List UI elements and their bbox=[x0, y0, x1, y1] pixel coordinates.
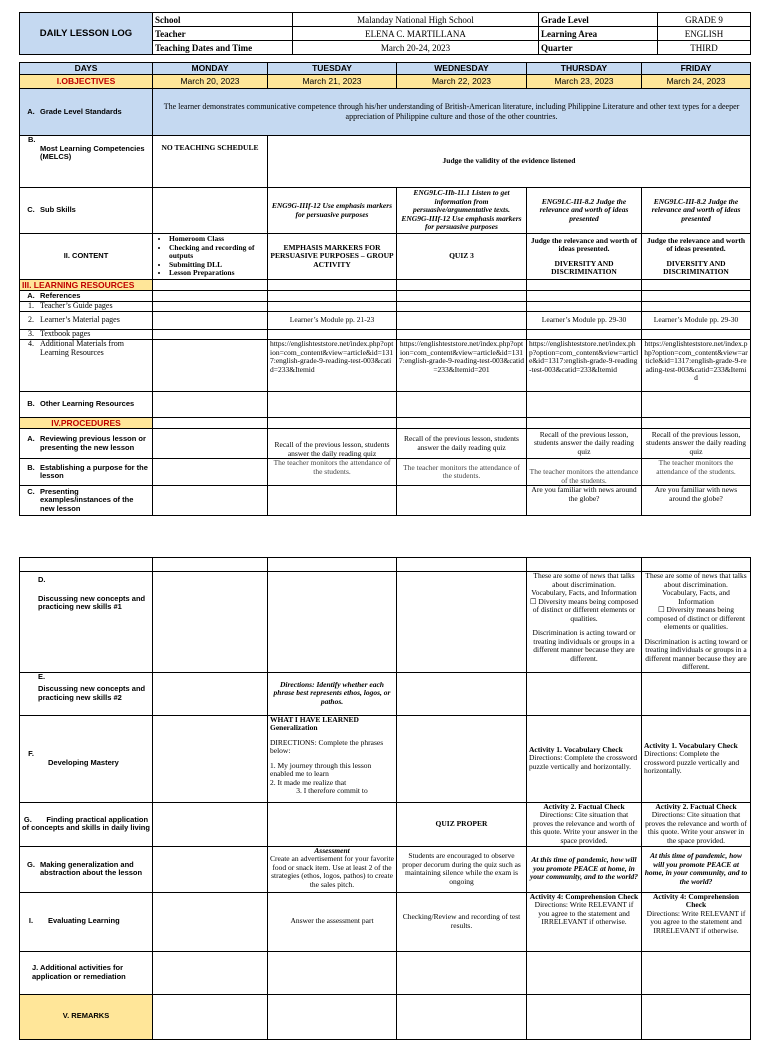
procedure-j-label: J. Additional activities for application or remediation bbox=[20, 951, 153, 994]
procedure-g2-wednesday: Students are encouraged to observe proper decorum during the quiz such as maintaining silence while the exam is ongoing bbox=[397, 846, 527, 892]
procedure-f-thursday: Activity 1. Vocabulary Check Directions: Complete the crossword puzzle vertically and horizontally. bbox=[527, 715, 642, 802]
date-wednesday: March 22, 2023 bbox=[397, 75, 527, 89]
days-label: DAYS bbox=[20, 63, 153, 75]
procedure-g2-tuesday: Assessment Create an advertisement for your favorite food or snack item. Use at least 2 of the strategies (ethos, logos, pathos) to create the sales pitch. bbox=[268, 846, 397, 892]
area-value: ENGLISH bbox=[658, 27, 751, 41]
day-tuesday: TUESDAY bbox=[268, 63, 397, 75]
remarks-label: V. REMARKS bbox=[20, 994, 153, 1039]
procedure-d-label: D. Discussing new concepts and practicing new skills #1 bbox=[20, 572, 153, 673]
header-table bbox=[19, 12, 751, 55]
procedure-f-friday: Activity 1. Vocabulary Check Directions: Complete the crossword puzzle vertically and horizontally. bbox=[642, 715, 751, 802]
procedure-c-thursday: Are you familiar with news around the globe? bbox=[527, 486, 642, 516]
additional-materials-tuesday: https://englishteststore.net/index.php?option=com_content&view=article&id=1317:english-grade-9-reading-test-003&catid=233&Itemid bbox=[268, 340, 397, 392]
grade-level-standards-label: A. Grade Level Standards bbox=[20, 89, 153, 136]
content-monday-item: • Lesson Preparations bbox=[169, 269, 265, 278]
day-monday: MONDAY bbox=[153, 63, 268, 75]
procedure-a-tuesday: Recall of the previous lesson, students answer the daily reading quiz bbox=[268, 429, 397, 459]
procedure-a-label: A. Reviewing previous lesson or presenting the new lesson bbox=[20, 429, 153, 459]
textbook-pages-label: 3. Textbook pages bbox=[20, 330, 153, 340]
quarter-value: THIRD bbox=[658, 41, 751, 55]
content-tuesday: EMPHASIS MARKERS FOR PERSUASIVE PURPOSES – GROUP ACTIVITY bbox=[268, 234, 397, 280]
procedure-c-label: C. Presenting examples/instances of the new lesson bbox=[20, 486, 153, 516]
quarter-label: Quarter bbox=[539, 41, 658, 55]
procedure-b-friday: The teacher monitors the attendance of the students. bbox=[642, 459, 751, 486]
learners-material-thursday: Learner’s Module pp. 29-30 bbox=[527, 312, 642, 330]
procedure-i-thursday: Activity 4: Comprehension Check Directions: Write RELEVANT if you agree to the statement and IRRELEVANT if otherwise. bbox=[527, 892, 642, 951]
content-wednesday: QUIZ 3 bbox=[397, 234, 527, 280]
melcs-monday: NO TEACHING SCHEDULE bbox=[153, 136, 268, 188]
procedure-c-friday: Are you familiar with news around the globe? bbox=[642, 486, 751, 516]
procedure-e-label: E. Discussing new concepts and practicing new skills #2 bbox=[20, 672, 153, 715]
date-tuesday: March 21, 2023 bbox=[268, 75, 397, 89]
additional-materials-thursday: https://englishteststore.net/index.php?option=com_content&view=article&id=1317:english-grade-9-reading-test-003&catid=233&Itemid bbox=[527, 340, 642, 392]
procedure-d-friday: These are some of news that talks about discrimination. Vocabulary, Facts, and Information ☐ Diversity means being composed of distinct or different elements or qualities. Discrimination is acting toward or treating individuals or groups in a different manner because they are different. bbox=[642, 572, 751, 673]
teacher-value: ELENA C. MARTILLANA bbox=[293, 27, 539, 41]
procedure-g2-label: G. Making generalization and abstraction about the lesson bbox=[20, 846, 153, 892]
sub-skills-friday: ENG9LC-III-8.2 Judge the relevance and worth of ideas presented bbox=[642, 188, 751, 234]
procedure-d-thursday: These are some of news that talks about discrimination. Vocabulary, Facts, and Information ☐ Diversity means being composed of distinct or different elements or qualities. Discrimination is acting toward or treating individuals or groups in a different manner because they are different. bbox=[527, 572, 642, 673]
dates-label: Teaching Dates and Time bbox=[153, 41, 293, 55]
content-label: II. CONTENT bbox=[20, 234, 153, 280]
resources-heading: III. LEARNING RESOURCES bbox=[20, 280, 153, 291]
day-friday: FRIDAY bbox=[642, 63, 751, 75]
procedure-b-wednesday: The teacher monitors the attendance of the students. bbox=[397, 459, 527, 486]
additional-materials-friday: https://englishteststore.net/index.php?option=com_content&view=article&id=1317:english-grade-9-reading-test-003&catid=233&Itemid bbox=[642, 340, 751, 392]
other-resources-label: B. Other Learning Resources bbox=[20, 392, 153, 418]
procedure-b-tuesday: The teacher monitors the attendance of the students. bbox=[268, 459, 397, 486]
grade-value: GRADE 9 bbox=[658, 13, 751, 27]
lesson-table-page-1 bbox=[19, 62, 751, 516]
learners-material-label: 2. Learner’s Material pages bbox=[20, 312, 153, 330]
grade-level-standards-text: The learner demonstrates communicative competence through his/her understanding of British-American literature, including Philippine Literature and other text types for a deeper appreciation of Philippine culture and those of the other countries. bbox=[153, 89, 751, 136]
dates-value: March 20-24, 2023 bbox=[293, 41, 539, 55]
procedures-heading: IV.PROCEDURES bbox=[20, 418, 153, 429]
teacher-label: Teacher bbox=[153, 27, 293, 41]
content-thursday: Judge the relevance and worth of ideas presented. DIVERSITY AND DISCRIMINATION bbox=[527, 234, 642, 280]
procedure-i-friday: Activity 4: Comprehension Check Directions: Write RELEVANT if you agree to the statement and IRRELEVANT if otherwise. bbox=[642, 892, 751, 951]
sub-skills-tuesday: ENG9G-IIIf-12 Use emphasis markers for persuasive purposes bbox=[268, 188, 397, 234]
content-monday-item: • Homeroom Class bbox=[169, 235, 265, 244]
grade-label: Grade Level bbox=[539, 13, 658, 27]
objectives-heading: I.OBJECTIVES bbox=[20, 75, 153, 89]
procedure-i-label: I. Evaluating Learning bbox=[20, 892, 153, 951]
procedure-b-thursday: The teacher monitors the attendance of the students. bbox=[527, 459, 642, 486]
melcs-text: Judge the validity of the evidence listened bbox=[268, 136, 751, 188]
content-monday-item: • Checking and recording of outputs bbox=[169, 244, 265, 261]
content-monday bbox=[153, 234, 268, 280]
procedure-f-label: F. Developing Mastery bbox=[20, 715, 153, 802]
lesson-table-page-2 bbox=[19, 557, 751, 1040]
procedure-e-tuesday: Directions: Identify whether each phrase best represents ethos, logos, or pathos. bbox=[268, 672, 397, 715]
procedure-g1-label: G. Finding practical application of concepts and skills in daily living bbox=[20, 802, 153, 846]
additional-materials-label: 4. Additional Materials from Learning Resources bbox=[20, 340, 153, 392]
sub-skills-label: C. Sub Skills bbox=[20, 188, 153, 234]
date-thursday: March 23, 2023 bbox=[527, 75, 642, 89]
learners-material-friday: Learner’s Module pp. 29-30 bbox=[642, 312, 751, 330]
day-wednesday: WEDNESDAY bbox=[397, 63, 527, 75]
melcs-label: B. Most Learning Competencies (MELCS) bbox=[20, 136, 153, 188]
date-monday: March 20, 2023 bbox=[153, 75, 268, 89]
references-label: A. References bbox=[20, 291, 153, 302]
procedure-g2-friday: At this time of pandemic, how will you promote PEACE at home, in your community, and to the world? bbox=[642, 846, 751, 892]
school-label: School bbox=[153, 13, 293, 27]
sub-skills-wednesday: ENG9LC-IIb-11.1 Listen to get information from persuasive/argumentative texts. ENG9G-IIIf-12 Use emphasis markers for persuasive purposes bbox=[397, 188, 527, 234]
procedure-i-wednesday: Checking/Review and recording of test results. bbox=[397, 892, 527, 951]
procedure-f-tuesday: WHAT I HAVE LEARNED Generalization DIRECTIONS: Complete the phrases below: 1. My journey through this lesson enabled me to learn 2. It made me realize that 3. I therefore commit to bbox=[268, 715, 397, 802]
procedure-a-friday: Recall of the previous lesson, students answer the daily reading quiz bbox=[642, 429, 751, 459]
teachers-guide-label: 1. Teacher’s Guide pages bbox=[20, 302, 153, 312]
school-value: Malanday National High School bbox=[293, 13, 539, 27]
content-monday-item: • Submitting DLL bbox=[169, 261, 265, 270]
sub-skills-thursday: ENG9LC-III-8.2 Judge the relevance and worth of ideas presented bbox=[527, 188, 642, 234]
procedure-a-wednesday: Recall of the previous lesson, students answer the daily reading quiz bbox=[397, 429, 527, 459]
procedure-g2-thursday: At this time of pandemic, how will you promote PEACE at home, in your community, and to the world? bbox=[527, 846, 642, 892]
procedure-b-label: B. Establishing a purpose for the lesson bbox=[20, 459, 153, 486]
procedure-g1-friday: Activity 2. Factual Check Directions: Cite situation that proves the relevance and worth of this quote. Write your answer in the space provided. bbox=[642, 802, 751, 846]
procedure-g1-thursday: Activity 2. Factual Check Directions: Cite situation that proves the relevance and worth of this quote. Write your answer in the space provided. bbox=[527, 802, 642, 846]
procedure-i-tuesday: Answer the assessment part bbox=[268, 892, 397, 951]
procedure-g1-wednesday: QUIZ PROPER bbox=[397, 802, 527, 846]
day-thursday: THURSDAY bbox=[527, 63, 642, 75]
additional-materials-wednesday: https://englishteststore.net/index.php?option=com_content&view=article&id=1317:english-grade-9-reading-test-003&catid=233&Itemid=201 bbox=[397, 340, 527, 392]
sub-skills-monday bbox=[153, 188, 268, 234]
dll-title: DAILY LESSON LOG bbox=[20, 13, 153, 55]
date-friday: March 24, 2023 bbox=[642, 75, 751, 89]
procedure-a-thursday: Recall of the previous lesson, students answer the daily reading quiz bbox=[527, 429, 642, 459]
learners-material-tuesday: Learner’s Module pp. 21-23 bbox=[268, 312, 397, 330]
content-friday: Judge the relevance and worth of ideas presented. DIVERSITY AND DISCRIMINATION bbox=[642, 234, 751, 280]
area-label: Learning Area bbox=[539, 27, 658, 41]
